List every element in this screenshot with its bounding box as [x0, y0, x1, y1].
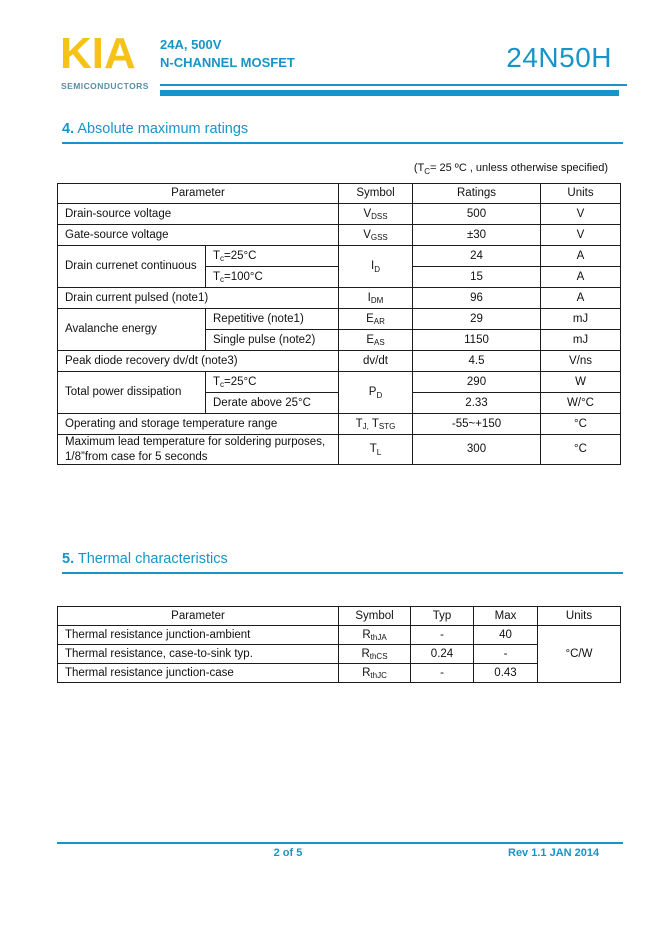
t1-ae-symbol2: $E_{AS}$	[339, 330, 413, 351]
t1-header-parameter: Parameter	[58, 184, 339, 204]
t1-dcc-rating2: 15	[413, 267, 541, 288]
t1-ae-unit2: mJ	[541, 330, 621, 351]
t1-gsv-unit: V	[541, 225, 621, 246]
t1-dcc-param: Drain currenet continuous	[58, 246, 206, 288]
section4-number: 4.	[62, 121, 75, 137]
t1-ae-param: Avalanche energy	[58, 309, 206, 351]
t1-dcc-unit1: A	[541, 246, 621, 267]
device-spec-rating: 24A, 500V	[160, 37, 222, 52]
table-row	[58, 225, 621, 246]
t1-header-row	[58, 184, 621, 204]
t1-ostr-rating: -55~+150	[413, 414, 541, 435]
t1-ae-symbol1: $E_{AR}$	[339, 309, 413, 330]
t1-dcc-symbol: $I_D$	[339, 246, 413, 288]
t1-dsv-param: Drain-source voltage	[58, 204, 339, 225]
t1-pdr-symbol: dv/dt	[339, 351, 413, 372]
header-rule-thick	[160, 90, 619, 96]
t2-row1-typ: 0.24	[411, 645, 474, 664]
abs-max-ratings-table	[57, 183, 621, 465]
t1-dsv-symbol: $V_{DSS}$	[339, 204, 413, 225]
table-row	[58, 414, 621, 435]
section5-number: 5.	[62, 551, 75, 567]
t2-row2-max: 0.43	[474, 664, 538, 683]
t1-tpd-rating1: 290	[413, 372, 541, 393]
t2-row2-param: Thermal resistance junction-case	[58, 664, 339, 683]
t1-ostr-param: Operating and storage temperature range	[58, 414, 339, 435]
table-row	[58, 645, 621, 664]
t1-header-symbol: Symbol	[339, 184, 413, 204]
t1-dcp-param: Drain current pulsed (note1)	[58, 288, 339, 309]
t2-header-row	[58, 607, 621, 626]
t1-ae-cond2: Single pulse (note2)	[206, 330, 339, 351]
section4-heading	[62, 121, 623, 144]
t2-row0-max: 40	[474, 626, 538, 645]
t1-dcc-cond2: $T_c=100^\circ C$	[206, 267, 339, 288]
t1-dcp-unit: A	[541, 288, 621, 309]
t2-header-parameter: Parameter	[58, 607, 339, 626]
t2-row0-param: Thermal resistance junction-ambient	[58, 626, 339, 645]
t2-row0-symbol: $R_{thJA}$	[339, 626, 411, 645]
section4-title: Absolute maximum ratings	[74, 121, 249, 137]
t1-tpd-cond1: $T_c=25^\circ C$	[206, 372, 339, 393]
table-row	[58, 435, 621, 465]
t1-tpd-unit2: W/°C	[541, 393, 621, 414]
brand-logo: KIA	[60, 29, 136, 78]
t1-header-ratings: Ratings	[413, 184, 541, 204]
t1-gsv-rating: ±30	[413, 225, 541, 246]
t2-units-merged: °C/W	[538, 626, 621, 683]
t1-dcc-rating1: 24	[413, 246, 541, 267]
t2-row2-typ: -	[411, 664, 474, 683]
t1-tpd-unit1: W	[541, 372, 621, 393]
t1-pdr-unit: V/ns	[541, 351, 621, 372]
thermal-characteristics-table	[57, 606, 621, 683]
t2-row1-max: -	[474, 645, 538, 664]
t2-row2-symbol: $R_{thJC}$	[339, 664, 411, 683]
t2-header-units: Units	[538, 607, 621, 626]
t1-pdr-rating: 4.5	[413, 351, 541, 372]
t1-dcp-rating: 96	[413, 288, 541, 309]
t1-tpd-param: Total power dissipation	[58, 372, 206, 414]
table-row	[58, 288, 621, 309]
t1-tpd-cond2: Derate above 25°C	[206, 393, 339, 414]
t1-mlt-unit: °C	[541, 435, 621, 465]
t1-dcp-symbol: $I_{DM}$	[339, 288, 413, 309]
condition-note: ($T_C= 25$ ºC , unless otherwise specified)	[413, 162, 608, 176]
part-number: 24N50H	[506, 42, 612, 73]
footer-rule	[57, 842, 623, 844]
t1-ostr-symbol: $T_{J,}$ $T_{STG}$	[339, 414, 413, 435]
footer-page-number: 2 of 5	[273, 847, 303, 859]
section5-title: Thermal characteristics	[74, 551, 228, 567]
device-spec-block	[160, 36, 295, 72]
t1-dsv-unit: V	[541, 204, 621, 225]
t1-ostr-unit: °C	[541, 414, 621, 435]
t1-ae-unit1: mJ	[541, 309, 621, 330]
t1-dcc-unit2: A	[541, 267, 621, 288]
table-row	[58, 309, 621, 330]
table-row	[58, 664, 621, 683]
t1-dcc-cond1: $T_c=25^\circ C$	[206, 246, 339, 267]
t1-gsv-symbol: $V_{GSS}$	[339, 225, 413, 246]
t1-mlt-rating: 300	[413, 435, 541, 465]
t1-tpd-symbol: $P_D$	[339, 372, 413, 414]
brand-logo-subtitle: SEMICONDUCTORS	[61, 81, 149, 91]
t1-header-units: Units	[541, 184, 621, 204]
footer-revision: Rev 1.1 JAN 2014	[508, 847, 600, 859]
device-spec-type: N-CHANNEL MOSFET	[160, 55, 295, 70]
t1-tpd-rating2: 2.33	[413, 393, 541, 414]
t1-gsv-param: Gate-source voltage	[58, 225, 339, 246]
t1-pdr-param: Peak diode recovery dv/dt (note3)	[58, 351, 339, 372]
t1-dsv-rating: 500	[413, 204, 541, 225]
t1-mlt-symbol: $T_L$	[339, 435, 413, 465]
table-row	[58, 204, 621, 225]
t1-mlt-param: Maximum lead temperature for soldering purposes, 1/8”from case for 5 seconds	[58, 435, 339, 465]
t2-header-max: Max	[474, 607, 538, 626]
section5-heading	[62, 551, 623, 574]
table-row	[58, 372, 621, 393]
t1-ae-cond1: Repetitive (note1)	[206, 309, 339, 330]
t2-row1-param: Thermal resistance, case-to-sink typ.	[58, 645, 339, 664]
header-rule-thin	[160, 84, 627, 86]
table-row	[58, 246, 621, 267]
t2-row0-typ: -	[411, 626, 474, 645]
t2-header-typ: Typ	[411, 607, 474, 626]
table-row	[58, 351, 621, 372]
t1-ae-rating2: 1150	[413, 330, 541, 351]
t1-ae-rating1: 29	[413, 309, 541, 330]
t2-row1-symbol: $R_{thCS}$	[339, 645, 411, 664]
t2-header-symbol: Symbol	[339, 607, 411, 626]
table-row	[58, 626, 621, 645]
